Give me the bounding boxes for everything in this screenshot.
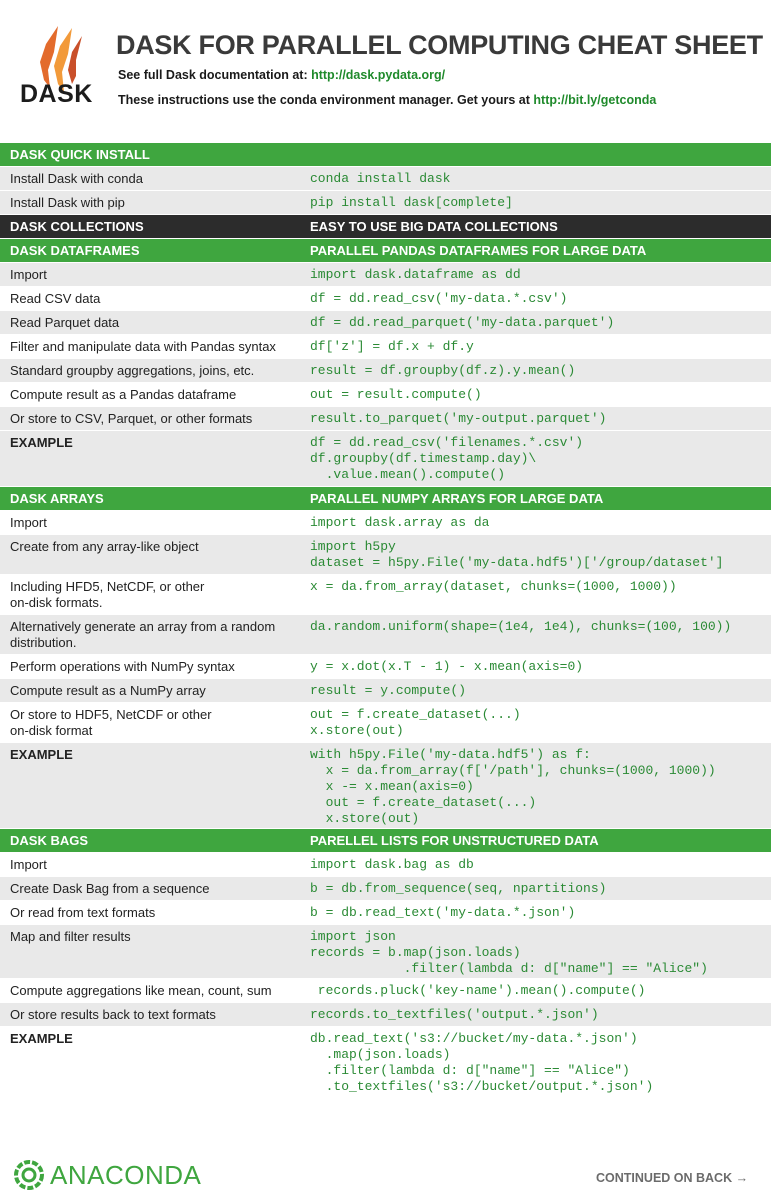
table-row: Compute result as a NumPy array result = y.compute() xyxy=(0,679,771,703)
table-row: Or read from text formats b = db.read_text('my-data.*.json') xyxy=(0,901,771,925)
table-row: Or store results back to text formats records.to_textfiles('output.*.json') xyxy=(0,1003,771,1027)
logo-text: DASK xyxy=(20,80,93,108)
continued-on-back: CONTINUED ON BACK → xyxy=(596,1171,749,1185)
conda-link[interactable]: http://bit.ly/getconda xyxy=(533,93,657,107)
table-row: Compute aggregations like mean, count, sum records.pluck('key-name').mean().compute() xyxy=(0,979,771,1003)
table-row: Perform operations with NumPy syntax y = x.dot(x.T - 1) - x.mean(axis=0) xyxy=(0,655,771,679)
table-row: Or store to HDF5, NetCDF or other on-disk format out = f.create_dataset(...) x.store(out) xyxy=(0,703,771,743)
table-row: Or store to CSV, Parquet, or other formats result.to_parquet('my-output.parquet') xyxy=(0,407,771,431)
doc-link[interactable]: http://dask.pydata.org/ xyxy=(311,68,446,82)
table-row: Standard groupby aggregations, joins, etc. result = df.groupby(df.z).y.mean() xyxy=(0,359,771,383)
page-title: DASK FOR PARALLEL COMPUTING CHEAT SHEET xyxy=(116,30,763,60)
anaconda-logo-icon xyxy=(12,1158,46,1192)
table-row: EXAMPLE df = dd.read_csv('filenames.*.csv') df.groupby(df.timestamp.day)\ .value.mean().compute() xyxy=(0,431,771,487)
table-row: EXAMPLE db.read_text('s3://bucket/my-data.*.json') .map(json.loads) .filter(lambda d: d["name"] == "Alice") .to_textfiles('s3://bucket/output.*.json') xyxy=(0,1027,771,1097)
table-row: Read CSV data df = dd.read_csv('my-data.*.csv') xyxy=(0,287,771,311)
table-row: Import import dask.array as da xyxy=(0,511,771,535)
cheat-sheet-table xyxy=(0,143,771,1097)
conda-line: These instructions use the conda environment manager. Get yours at http://bit.ly/getconda xyxy=(118,93,657,107)
section-header-install: DASK QUICK INSTALL xyxy=(0,143,771,167)
table-row: Map and filter results import json records = b.map(json.loads) .filter(lambda d: d["name"] == "Alice") xyxy=(0,925,771,979)
table-row: Install Dask with pip pip install dask[complete] xyxy=(0,191,771,215)
table-row: Including HFD5, NetCDF, or other on-disk formats. x = da.from_array(dataset, chunks=(1000, 1000)) xyxy=(0,575,771,615)
table-row: Alternatively generate an array from a random distribution. da.random.uniform(shape=(1e4, 1e4), chunks=(100, 100)) xyxy=(0,615,771,655)
table-row: Create Dask Bag from a sequence b = db.from_sequence(seq, npartitions) xyxy=(0,877,771,901)
table-row: Import import dask.dataframe as dd xyxy=(0,263,771,287)
section-header-collections: DASK COLLECTIONS EASY TO USE BIG DATA COLLECTIONS xyxy=(0,215,771,239)
section-header-dataframes: DASK DATAFRAMES PARALLEL PANDAS DATAFRAMES FOR LARGE DATA xyxy=(0,239,771,263)
header xyxy=(0,0,773,140)
section-header-bags: DASK BAGS PARELLEL LISTS FOR UNSTRUCTURED DATA xyxy=(0,829,771,853)
table-row: Read Parquet data df = dd.read_parquet('my-data.parquet') xyxy=(0,311,771,335)
table-row: Install Dask with conda conda install dask xyxy=(0,167,771,191)
doc-line: See full Dask documentation at: http://dask.pydata.org/ xyxy=(118,68,446,82)
table-row: Create from any array-like object import h5py dataset = h5py.File('my-data.hdf5')['/group/dataset'] xyxy=(0,535,771,575)
table-row: Compute result as a Pandas dataframe out = result.compute() xyxy=(0,383,771,407)
footer-brand: ANACONDA xyxy=(50,1160,202,1190)
table-row: Import import dask.bag as db xyxy=(0,853,771,877)
table-row: Filter and manipulate data with Pandas syntax df['z'] = df.x + df.y xyxy=(0,335,771,359)
table-row: EXAMPLE with h5py.File('my-data.hdf5') as f: x = da.from_array(f['/path'], chunks=(1000, 1000)) x -= x.mean(axis=0) out = f.create_dataset(...) x.store(out) xyxy=(0,743,771,829)
section-header-arrays: DASK ARRAYS PARALLEL NUMPY ARRAYS FOR LARGE DATA xyxy=(0,487,771,511)
